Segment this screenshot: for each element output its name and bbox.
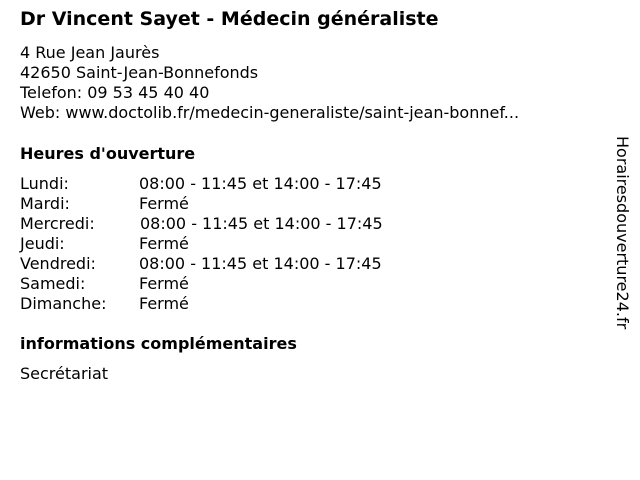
hours-row-wednesday: [20, 214, 383, 234]
contact-block: [20, 43, 519, 123]
day-label: Lundi:: [20, 174, 69, 193]
additional-info-text: Secrétariat: [20, 364, 109, 383]
day-hours: Fermé: [139, 294, 189, 313]
opening-hours-list: [20, 174, 383, 314]
day-label: Samedi:: [20, 274, 86, 293]
day-label: Dimanche:: [20, 294, 107, 313]
day-label: Mardi:: [20, 194, 70, 213]
address-city: 42650 Saint-Jean-Bonnefonds: [20, 63, 259, 82]
day-hours: Fermé: [139, 234, 189, 253]
hours-row-saturday: [20, 274, 383, 294]
hours-row-friday: [20, 254, 383, 274]
opening-hours-heading: Heures d'ouverture: [20, 144, 196, 163]
website-link: Web: www.doctolib.fr/medecin-generaliste/saint-jean-bonnef...: [20, 103, 520, 122]
hours-row-sunday: [20, 294, 383, 314]
hours-row-thursday: [20, 234, 383, 254]
hours-row-tuesday: [20, 194, 383, 214]
additional-info-heading: informations complémentaires: [20, 334, 297, 353]
day-hours: Fermé: [139, 274, 189, 293]
day-hours: 08:00 - 11:45 et 14:00 - 17:45: [140, 214, 383, 233]
day-label: Mercredi:: [20, 214, 95, 233]
day-label: Vendredi:: [20, 254, 96, 273]
site-watermark: Horairesdouverture24.fr: [613, 136, 632, 330]
address-street: 4 Rue Jean Jaurès: [20, 43, 160, 62]
hours-row-monday: [20, 174, 383, 194]
day-hours: Fermé: [139, 194, 189, 213]
day-hours: 08:00 - 11:45 et 14:00 - 17:45: [139, 254, 382, 273]
phone-number: Telefon: 09 53 45 40 40: [20, 83, 210, 102]
day-hours: 08:00 - 11:45 et 14:00 - 17:45: [139, 174, 382, 193]
page-title: Dr Vincent Sayet - Médecin généraliste: [20, 8, 439, 30]
day-label: Jeudi:: [20, 234, 65, 253]
